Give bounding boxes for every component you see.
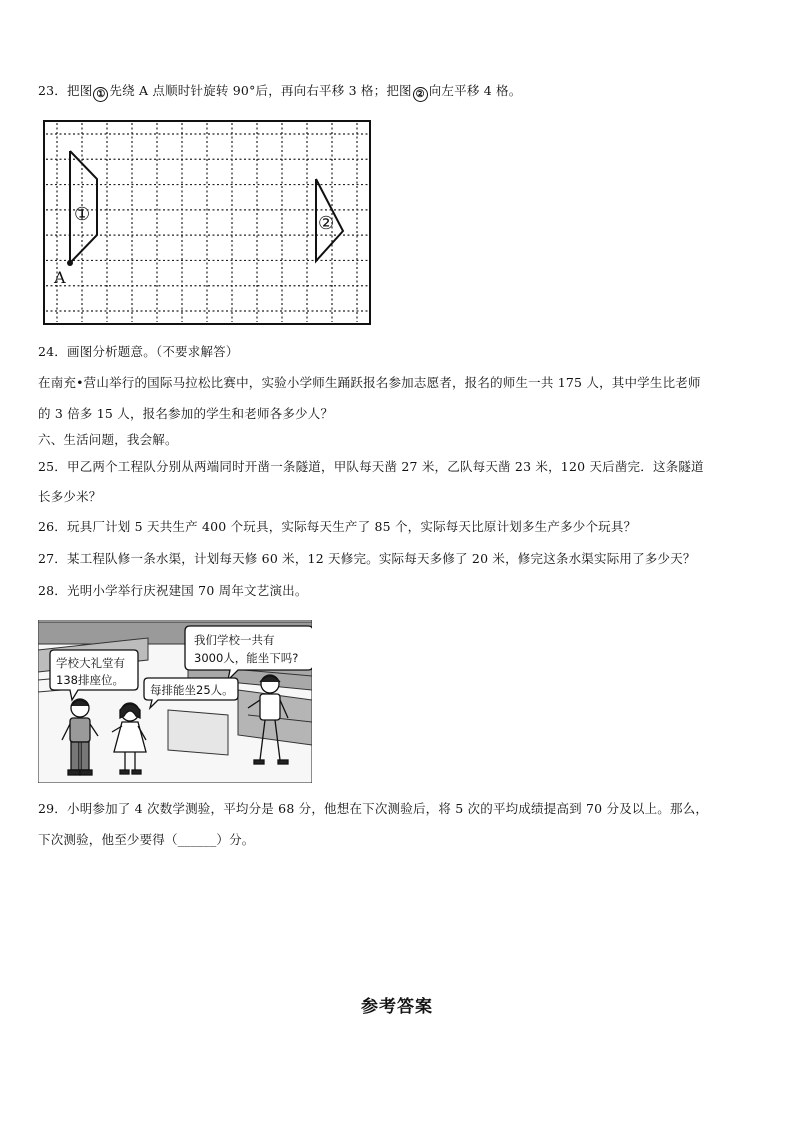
point-A (67, 260, 73, 266)
q24-line2: 的 3 倍多 15 人，报名参加的学生和老师各多少人？ (38, 406, 334, 421)
answer-heading: 参考答案 (361, 997, 433, 1017)
q25-line1: 25．甲乙两个工程队分别从两端同时开凿一条隧道，甲队每天凿 27 米，乙队每天凿 23 米，120 天后凿完．这条隧道 (38, 459, 704, 474)
q24-title: 24．画图分析题意。（不要求解答） (38, 344, 239, 359)
shape-2-marker: ② (413, 87, 428, 102)
q23-text: 23．把图 ① 先绕 A 点顺时针旋转 90°后，再向右平移 3 格；把图 ② 向左平移 4 格。 (38, 83, 522, 100)
bubble-left-line1: 学校大礼堂有 (56, 656, 125, 670)
bubble-middle-text: 每排能坐25人。 (150, 683, 234, 697)
shape-1-marker: ① (93, 87, 108, 102)
q26-text: 26．玩具厂计划 5 天共生产 400 个玩具，实际每天生产了 85 个，实际每天比原计划多生产多少个玩具？ (38, 519, 637, 534)
q29-line2: 下次测验，他至少要得（______）分。 (38, 832, 255, 847)
label-shape-1: ① (74, 204, 91, 225)
q24-line1: 在南充•营山举行的国际马拉松比赛中，实验小学师生踊跃报名参加志愿者，报名的师生一共 175 人，其中学生比老师 (38, 375, 701, 390)
label-shape-2: ② (318, 213, 335, 234)
label-A: A (54, 268, 66, 287)
section-6-heading: 六、生活问题，我会解。 (38, 432, 178, 447)
bubble-left-line2: 138排座位。 (56, 673, 124, 687)
q27-text: 27．某工程队修一条水渠，计划每天修 60 米，12 天修完。实际每天多修了 20 米，修完这条水渠实际用了多少天？ (38, 551, 696, 566)
grid-figure (40, 117, 375, 329)
bubble-right-line2: 3000人，能坐下吗? (194, 651, 299, 665)
auditorium-illustration (38, 620, 312, 783)
bubble-right-line1: 我们学校一共有 (194, 633, 275, 647)
q29-line1: 29．小明参加了 4 次数学测验，平均分是 68 分，他想在下次测验后，将 5 次的平均成绩提高到 70 分及以上。那么， (38, 801, 709, 816)
q23-number: 23． (38, 83, 68, 98)
q25-line2: 长多少米？ (38, 489, 102, 504)
q28-text: 28．光明小学举行庆祝建国 70 周年文艺演出。 (38, 583, 308, 598)
